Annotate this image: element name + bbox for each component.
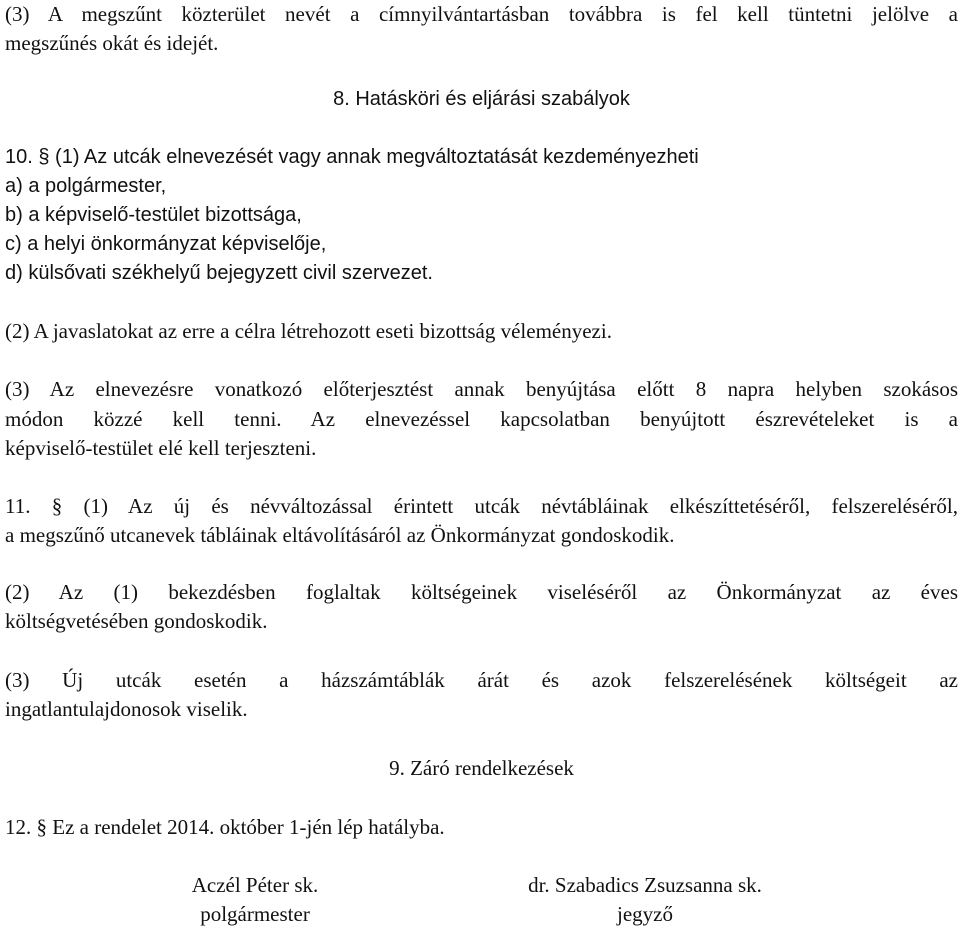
paragraph-11-2-line1: (2) Az (1) bekezdésben foglaltak költségeinek viseléséről az Önkormányzat az éves (5, 580, 958, 604)
notary-title: jegyző (617, 902, 673, 926)
paragraph-10-3-line1: (3) Az elnevezésre vonatkozó előterjesztést annak benyújtása előtt 8 napra helyben szokásos (5, 377, 958, 401)
mayor-title: polgármester (200, 902, 310, 926)
paragraph-10-3-line3: képviselő-testület elé kell terjeszteni. (5, 436, 317, 460)
notary-name: dr. Szabadics Zsuzsanna sk. (528, 873, 762, 897)
paragraph-10-1: 10. § (1) Az utcák elnevezését vagy annak megváltoztatását kezdeményezheti (5, 146, 699, 168)
mayor-signature-block (150, 871, 360, 929)
paragraph-11-2-line2: költségvetésében gondoskodik. (5, 609, 268, 633)
list-item-b: b) a képviselő-testület bizottsága, (5, 204, 302, 226)
list-item-a: a) a polgármester, (5, 175, 167, 197)
notary-signature-block (485, 871, 805, 929)
paragraph-10-2: (2) A javaslatokat az erre a célra létrehozott eseti bizottság véleményezi. (5, 319, 612, 343)
mayor-name: Aczél Péter sk. (191, 873, 319, 897)
paragraph-11-1-line1: 11. § (1) Az új és névváltozással érintett utcák névtábláinak elkészíttetéséről, felszereléséről, (5, 494, 958, 518)
paragraph-11-1-line2: a megszűnő utcanevek tábláinak eltávolításáról az Önkormányzat gondoskodik. (5, 523, 675, 547)
section-9-heading: 9. Záró rendelkezések (389, 756, 574, 780)
paragraph-11-3-line1: (3) Új utcák esetén a házszámtáblák árát és azok felszerelésének költségeit az (5, 668, 958, 692)
paragraph-12: 12. § Ez a rendelet 2014. október 1-jén lép hatályba. (5, 815, 445, 839)
paragraph-10-3-line2: módon közzé kell tenni. Az elnevezéssel kapcsolatban benyújtott észrevételeket is a (5, 407, 958, 431)
paragraph-7-3-line1: (3) A megszűnt közterület nevét a címnyilvántartásban továbbra is fel kell tüntetni jelölve a (5, 2, 958, 26)
section-8-heading: 8. Hatásköri és eljárási szabályok (333, 88, 630, 110)
paragraph-11-3-line2: ingatlantulajdonosok viselik. (5, 697, 248, 721)
list-item-c: c) a helyi önkormányzat képviselője, (5, 233, 327, 255)
paragraph-7-3-line2: megszűnés okát és idejét. (5, 31, 219, 55)
list-item-d: d) külsővati székhelyű bejegyzett civil szervezet. (5, 262, 433, 284)
